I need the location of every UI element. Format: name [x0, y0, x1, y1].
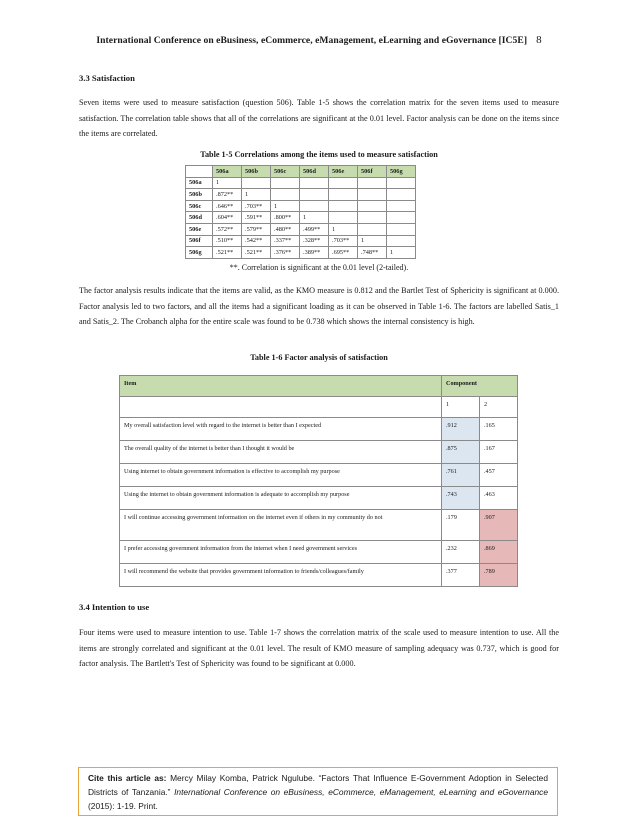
column-header: 506f	[358, 166, 387, 178]
table-1-5-footnote: **. Correlation is significant at the 0.01 level (2-tailed).	[229, 263, 409, 272]
row-label: 506e	[186, 223, 213, 235]
table-cell	[358, 223, 387, 235]
table-cell	[358, 200, 387, 212]
table-1-6-factor-analysis	[119, 375, 518, 587]
table-cell: 1	[242, 189, 271, 201]
item-text: The overall quality of the internet is better than I thought it would be	[120, 441, 442, 464]
column-header: 506b	[242, 166, 271, 178]
table-row	[186, 223, 416, 235]
loading-c2: .457	[480, 464, 518, 487]
table-row	[186, 177, 416, 189]
table-cell: .703**	[329, 235, 358, 247]
table-cell: .521**	[213, 247, 242, 259]
component-col-1: 1	[442, 397, 480, 418]
table-row	[186, 235, 416, 247]
table-cell	[387, 223, 416, 235]
item-text: I will recommend the website that provides government information to friends/colleagues/family	[120, 564, 442, 587]
table-cell: .480**	[271, 223, 300, 235]
section-heading-satisfaction: 3.3 Satisfaction	[79, 73, 135, 83]
table-row	[120, 418, 518, 441]
component-header: Component	[442, 376, 518, 397]
table-row	[186, 212, 416, 224]
table-cell	[358, 177, 387, 189]
table-cell: 1	[213, 177, 242, 189]
loading-c1: .912	[442, 418, 480, 441]
table-row	[120, 464, 518, 487]
citation-authors: Mercy Milay Komba, Patrick Ngulube. “Factors That Influence E-Government Adoption in Selected Districts of Tanzania.”	[88, 773, 548, 797]
table-row	[186, 247, 416, 259]
table-cell	[300, 177, 329, 189]
column-header: 506c	[271, 166, 300, 178]
table-cell: .703**	[242, 200, 271, 212]
table-row	[186, 200, 416, 212]
column-header: 506g	[387, 166, 416, 178]
table-cell: .572**	[213, 223, 242, 235]
table-cell	[329, 200, 358, 212]
table-cell: .389**	[300, 247, 329, 259]
table-cell: .872**	[213, 189, 242, 201]
row-label: 506d	[186, 212, 213, 224]
table-cell	[329, 189, 358, 201]
table-1-6-caption: Table 1-6 Factor analysis of satisfaction	[250, 353, 388, 362]
row-label: 506c	[186, 200, 213, 212]
table-corner	[186, 166, 213, 178]
table-cell: 1	[271, 200, 300, 212]
citation-venue: International Conference on eBusiness, eCommerce, eManagement, eLearning and eGovernance	[174, 786, 548, 797]
table-row	[120, 541, 518, 564]
item-text: Using internet to obtain government information is effective to accomplish my purpose	[120, 464, 442, 487]
table-cell	[358, 189, 387, 201]
column-header: 506d	[300, 166, 329, 178]
paragraph-factor-analysis: The factor analysis results indicate that the items are valid, as the KMO measure is 0.812 and the Bartlet Test of Sphericity is significant at 0.000. Factor analysis led to two factors, and all the items had a significant loading as it can be observed in Table 1-6. The factors are labelled Satis_1 and Satis_2. The Crobanch alpha for the entire scale was found to be 0.738 which shows the internal consistency is high.	[79, 286, 559, 326]
page-number: 8	[536, 34, 542, 46]
table-1-5-caption: Table 1-5 Correlations among the items used to measure satisfaction	[200, 150, 438, 159]
loading-c1: .232	[442, 541, 480, 564]
table-cell: .800**	[271, 212, 300, 224]
table-cell: .337**	[271, 235, 300, 247]
header-title: International Conference on eBusiness, eCommerce, eManagement, eLearning and eGovernance [IC5E]	[96, 35, 528, 46]
loading-c1: .377	[442, 564, 480, 587]
table-cell	[329, 212, 358, 224]
table-cell: .328**	[300, 235, 329, 247]
paragraph-satisfaction: Seven items were used to measure satisfaction (question 506). Table 1-5 shows the correlation matrix for the seven items used to measure satisfaction. The correlation table shows that all of the correlations are significant at the 0.01 level. Factor analysis can be done on the items since the items are correlated.	[79, 98, 559, 138]
table-cell: .591**	[242, 212, 271, 224]
table-cell	[329, 177, 358, 189]
item-text: Using the internet to obtain government information is adequate to accomplish my purpose	[120, 487, 442, 510]
loading-c1: .179	[442, 510, 480, 541]
table-cell: 1	[358, 235, 387, 247]
table-cell	[387, 212, 416, 224]
table-cell: 1	[300, 212, 329, 224]
loading-c1: .743	[442, 487, 480, 510]
table-cell: .521**	[242, 247, 271, 259]
component-col-2: 2	[480, 397, 518, 418]
column-header: 506e	[329, 166, 358, 178]
table-cell: .579**	[242, 223, 271, 235]
citation-box	[78, 767, 558, 816]
table-cell	[387, 200, 416, 212]
table-cell	[300, 189, 329, 201]
table-cell	[271, 177, 300, 189]
table-row	[120, 510, 518, 541]
table-header-row	[120, 376, 518, 397]
table-row	[120, 441, 518, 464]
loading-c2: .165	[480, 418, 518, 441]
table-row	[120, 487, 518, 510]
item-header: Item	[120, 376, 442, 397]
column-header: 506a	[213, 166, 242, 178]
table-1-5-correlations	[185, 165, 416, 259]
item-text: I prefer accessing government information from the internet when I need government services	[120, 541, 442, 564]
table-cell: .695**	[329, 247, 358, 259]
loading-c1: .875	[442, 441, 480, 464]
citation-pages: (2015): 1-19. Print.	[88, 800, 158, 811]
item-text: My overall satisfaction level with regard to the internet is better than I expected	[120, 418, 442, 441]
subheader-blank	[120, 397, 442, 418]
table-cell: .510**	[213, 235, 242, 247]
table-cell: .542**	[242, 235, 271, 247]
row-label: 506g	[186, 247, 213, 259]
table-cell	[387, 235, 416, 247]
table-cell	[300, 200, 329, 212]
table-cell: 1	[387, 247, 416, 259]
loading-c2: .907	[480, 510, 518, 541]
section-heading-intention: 3.4 Intention to use	[79, 602, 150, 612]
row-label: 506a	[186, 177, 213, 189]
component-subheader-row	[120, 397, 518, 418]
row-label: 506f	[186, 235, 213, 247]
table-cell: .748**	[358, 247, 387, 259]
loading-c2: .869	[480, 541, 518, 564]
running-header	[0, 34, 638, 46]
item-text: I will continue accessing government information on the internet even if others in my community do not	[120, 510, 442, 541]
table-header-row	[186, 166, 416, 178]
loading-c2: .463	[480, 487, 518, 510]
table-cell	[387, 189, 416, 201]
loading-c2: .167	[480, 441, 518, 464]
table-cell: .646**	[213, 200, 242, 212]
table-cell	[271, 189, 300, 201]
table-row	[120, 564, 518, 587]
table-cell: 1	[329, 223, 358, 235]
table-cell: .499**	[300, 223, 329, 235]
table-cell	[242, 177, 271, 189]
table-cell: .604**	[213, 212, 242, 224]
table-cell	[358, 212, 387, 224]
loading-c2: .789	[480, 564, 518, 587]
paragraph-intention: Four items were used to measure intention to use. Table 1-7 shows the correlation matrix of the scale used to measure intention to use. All the items are strongly correlated and significant at the 0.01 level. The result of KMO measure of sampling adequacy was 0.737, which is good for factor analysis. The Bartlett's Test of Sphericity was found to be significant at 0.000.	[79, 628, 559, 668]
citation-label: Cite this article as:	[88, 773, 167, 783]
table-cell	[387, 177, 416, 189]
row-label: 506b	[186, 189, 213, 201]
loading-c1: .761	[442, 464, 480, 487]
table-cell: .376**	[271, 247, 300, 259]
table-row	[186, 189, 416, 201]
